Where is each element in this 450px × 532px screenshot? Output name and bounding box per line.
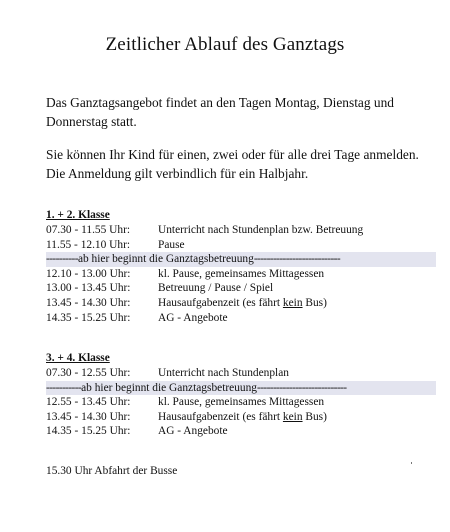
- ganztag-start-separator: [46, 381, 436, 396]
- schedule-row: [46, 296, 436, 311]
- activity-text: Hausaufgabenzeit (es fährt: [158, 410, 283, 423]
- schedule-row: [46, 424, 436, 439]
- time-range: 13.45 - 14.30 Uhr:: [46, 410, 131, 423]
- schedule-grade-1-2: [46, 208, 436, 325]
- ganztag-start-separator: [46, 252, 436, 267]
- page-title: Zeitlicher Ablauf des Ganztags: [105, 34, 345, 55]
- schedule-row: [46, 238, 436, 253]
- activity: kl. Pause, gemeinsames Mittagessen: [158, 267, 325, 280]
- schedule-row: [46, 267, 436, 282]
- time-range: 14.35 - 15.25 Uhr:: [46, 425, 131, 438]
- time-range: 07.30 - 12.55 Uhr:: [46, 367, 131, 379]
- time-range: 14.35 - 15.25 Uhr:: [46, 311, 131, 324]
- activity-text: Hausaufgabenzeit (es fährt: [158, 296, 283, 309]
- schedule-row: [46, 311, 436, 326]
- separator-dashes: ----------------------------: [257, 381, 347, 394]
- schedule-row: [46, 410, 436, 425]
- schedule-grade-3-4: [46, 351, 436, 439]
- time-range: 11.55 - 12.10 Uhr:: [46, 238, 131, 251]
- intro-paragraph-registration: Sie können Ihr Kind für einen, zwei oder für alle drei Tage anmelden. Die Anmeldung gilt verbindlich für ein Halbjahr.: [46, 147, 419, 181]
- separator-text: ab hier beginnt die Ganztagsbetreuung: [81, 381, 257, 394]
- intro-paragraph-days: Das Ganztagsangebot findet an den Tagen Montag, Dienstag und Donnerstag statt.: [46, 95, 394, 129]
- activity: Pause: [158, 238, 185, 251]
- activity: AG - Angebote: [158, 311, 228, 324]
- time-range: 12.10 - 13.00 Uhr:: [46, 267, 131, 280]
- section-heading: 3. + 4. Klasse: [46, 352, 110, 364]
- section-heading: 1. + 2. Klasse: [46, 209, 110, 221]
- time-range: 12.55 - 13.45 Uhr:: [46, 396, 131, 409]
- bus-departure-note: 15.30 Uhr Abfahrt der Busse: [46, 465, 178, 477]
- time-range: 07.30 - 11.55 Uhr:: [46, 224, 131, 236]
- schedule-row: [46, 281, 436, 296]
- schedule-row: [46, 366, 436, 381]
- time-range: 13.45 - 14.30 Uhr:: [46, 296, 131, 309]
- activity-text: Bus): [302, 296, 327, 309]
- separator-dashes: ----------: [46, 253, 78, 266]
- activity: [158, 410, 327, 425]
- schedule-row: [46, 223, 436, 238]
- activity: Betreuung / Pause / Spiel: [158, 282, 274, 295]
- activity: [158, 296, 327, 311]
- separator-dashes: -----------: [46, 381, 82, 394]
- activity-emphasis: kein: [282, 296, 303, 309]
- activity-emphasis: kein: [282, 410, 303, 423]
- activity: Unterricht nach Stundenplan bzw. Betreuung: [158, 224, 364, 236]
- activity-text: Bus): [302, 410, 327, 423]
- schedule-row: [46, 395, 436, 410]
- separator-text: ab hier beginnt die Ganztagsbetreuung: [77, 253, 254, 266]
- activity: AG - Angebote: [158, 425, 228, 438]
- activity: Unterricht nach Stundenplan: [158, 367, 289, 379]
- time-range: 13.00 - 13.45 Uhr:: [46, 282, 131, 295]
- scan-speck: [411, 462, 412, 464]
- activity: kl. Pause, gemeinsames Mittagessen: [158, 396, 325, 409]
- separator-dashes: ---------------------------: [253, 253, 341, 266]
